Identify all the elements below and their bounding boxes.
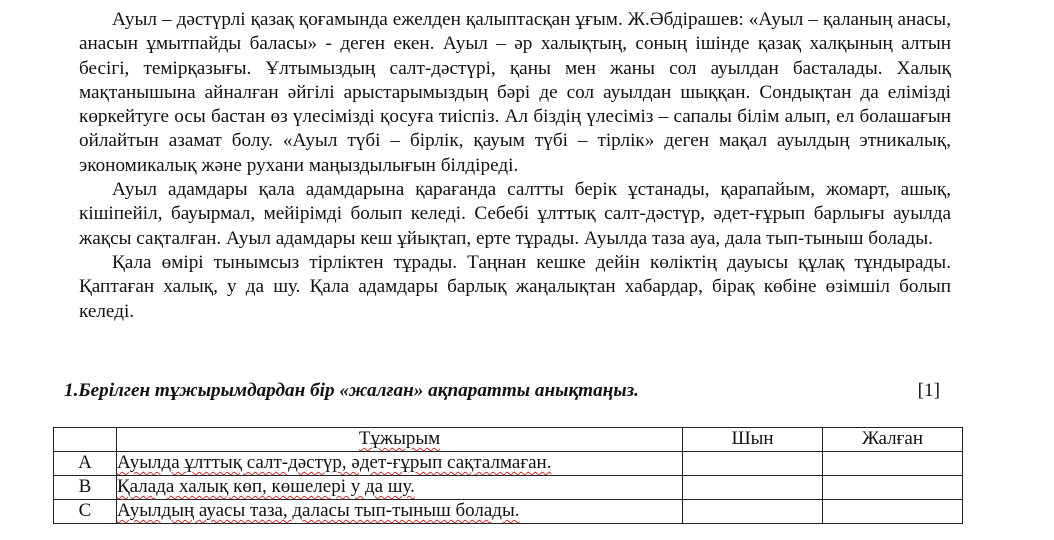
reading-passage: [79, 8, 951, 324]
row-letter: B: [54, 476, 117, 500]
statements-table: [53, 427, 963, 524]
row-true-cell[interactable]: [683, 452, 823, 476]
row-false-cell[interactable]: [823, 452, 963, 476]
header-false: Жалған: [823, 428, 963, 452]
row-true-cell[interactable]: [683, 476, 823, 500]
question-points: [1]: [917, 380, 940, 401]
question-line: [64, 378, 942, 404]
header-letter-cell: [54, 428, 117, 452]
row-letter: C: [54, 500, 117, 524]
row-statement: Ауылдың ауасы таза, даласы тып-тыныш болады.: [117, 500, 683, 524]
row-true-cell[interactable]: [683, 500, 823, 524]
row-false-cell[interactable]: [823, 500, 963, 524]
row-false-cell[interactable]: [823, 476, 963, 500]
header-statement-label: Тұжырым: [358, 428, 441, 449]
row-statement: Қалада халық көп, көшелері у да шу.: [117, 476, 683, 500]
table-row: [54, 476, 963, 500]
passage-paragraph-3: Қала өмірі тынымсыз тірліктен тұрады. Таңнан кешке дейін көліктің дауысы құлақ тұндырады. Қаптаған халық, у да шу. Қала адамдары барлық жаңалықтан хабардар, бірақ көбіне өзімшіл болып келеді.: [79, 251, 951, 322]
table-row: [54, 452, 963, 476]
header-statement: [117, 428, 683, 452]
table-header-row: [54, 428, 963, 452]
passage-paragraph-1: Ауыл – дәстүрлі қазақ қоғамында ежелден қалыптасқан ұғым. Ж.Әбдірашев: «Ауыл – қаланың анасы, анасын ұмытпайды баласы» - деген екен. Ауыл – әр халықтың, соның ішінде қазақ халқының алтын бесігі, темірқазығы. Ұлтымыздың салт-дәстүрі, қаны мен жаны сол ауылдан басталады. Халық мақтанышына айналған әйгілі арыстарымыздың бәрі де сол ауылдан шыққан. Сондықтан да елімізді көркейтуге осы бастан өз үлесімізді қосуға тиіспіз. Ал біздің үлесіміз – сапалы білім алып, ел болашағын ойлайтын азамат болу. «Ауыл түбі – бірлік, қауым түбі – тірлік» деген мақал ауылдың этникалық, экономикалық және рухани маңыздылығын білдіреді.: [79, 9, 951, 176]
question-text: 1.Берілген тұжырымдардан бір «жалған» ақпаратты анықтаңыз.: [64, 380, 639, 401]
row-letter: A: [54, 452, 117, 476]
passage-paragraph-2: Ауыл адамдары қала адамдарына қарағанда салтты берік ұстанады, қарапайым, жомарт, ашық, кішіпейіл, бауырмал, мейірімді болып келеді. Себебі ұлттық салт-дәстүр, әдет-ғұрып барлығы ауылда жақсы сақталған. Ауыл адамдары кеш ұйықтап, ерте тұрады. Ауылда таза ауа, дала тып-тыныш болады.: [79, 179, 951, 249]
row-statement: Ауылда ұлттық салт-дәстүр, әдет-ғұрып сақталмаған.: [117, 452, 683, 476]
table-row: [54, 500, 963, 524]
header-true: Шын: [683, 428, 823, 452]
